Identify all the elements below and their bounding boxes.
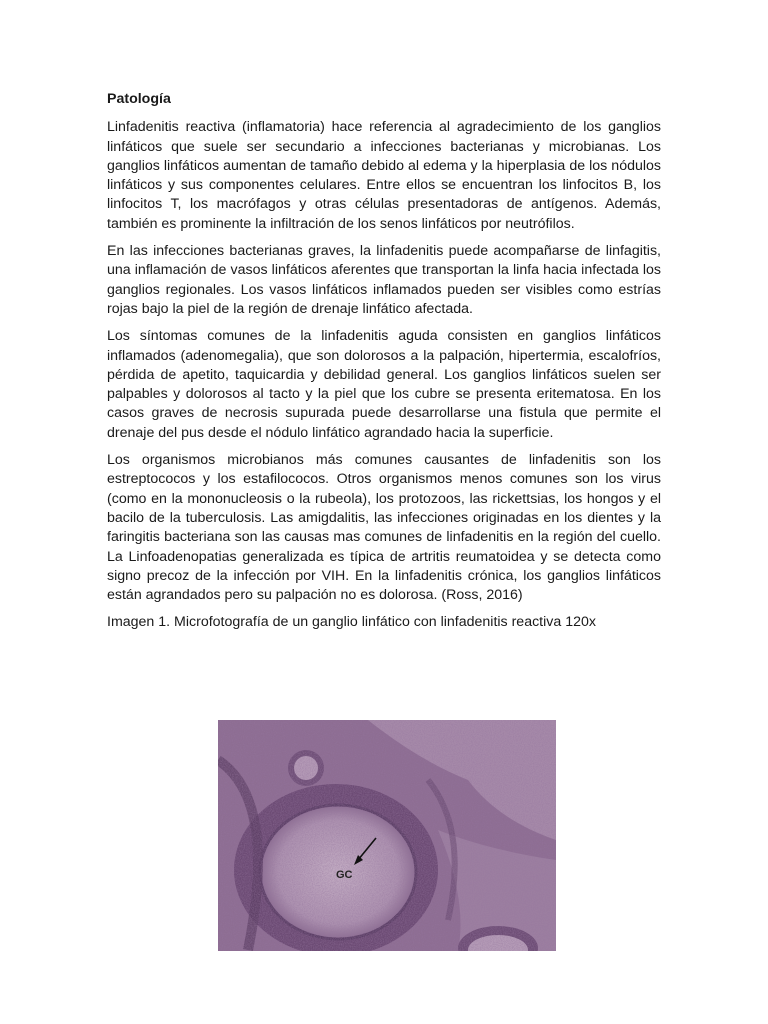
- paragraph-4: Los organismos microbianos más comunes causantes de linfadenitis son los estreptococos y los estafilococos. Otros organismos menos comunes son los virus (como en la mononucleosis o la rubeola), los protozoos, las rickettsias, los hongos y el bacilo de la tuberculosis. Las amigdalitis, las infecciones originadas en los dientes y la faringitis bacteriana son las causas mas comunes de linfadenitis en la región del cuello. La Linfoadenopatias generalizada es típica de artritis reumatoidea y se detecta como signo precoz de la infección por VIH. En la linfadenitis crónica, los ganglios linfáticos están agrandados pero su palpación no es dolorosa. (Ross, 2016): [107, 452, 661, 604]
- paragraph-2: En las infecciones bacterianas graves, la linfadenitis puede acompañarse de linfagitis, una inflamación de vasos linfáticos aferentes que transportan la linfa hacia infectada los ganglios regionales. Los vasos linfáticos inflamados pueden ser visibles como estrías rojas bajo la piel de la región de drenaje linfático afectada.: [107, 243, 661, 317]
- figure-label: GC: [336, 869, 353, 881]
- paragraph-1: Linfadenitis reactiva (inflamatoria) hace referencia al agradecimiento de los ganglios linfáticos que suele ser secundario a infecciones bacterianas y microbianas. Los ganglios linfáticos aumentan de tamaño debido al edema y la hiperplasia de los nódulos linfáticos y sus componentes celulares. Entre ellos se encuentran los linfocitos B, los linfocitos T, los macrófagos y otras células presentadoras de antígenos. Además, también es prominente la infiltración de los senos linfáticos por neutrófilos.: [107, 119, 661, 232]
- micrograph-svg: [218, 720, 556, 951]
- micrograph-image: [218, 720, 556, 951]
- paragraph-3: Los síntomas comunes de la linfadenitis aguda consisten en ganglios linfáticos inflamados (adenomegalia), que son dolorosos a la palpación, hipertermia, escalofríos, pérdida de apetito, taquicardia y debilidad general. Los ganglios linfáticos suelen ser palpables y dolorosos al tacto y la piel que los cubre se presenta eritematosa. En los casos graves de necrosis supurada puede desarrollarse una fistula que permite el drenaje del pus desde el nódulo linfático agrandado hacia la superficie.: [107, 328, 661, 441]
- section-heading: Patología: [107, 91, 171, 107]
- figure-caption: Imagen 1. Microfotografía de un ganglio linfático con linfadenitis reactiva 120x: [107, 614, 596, 631]
- document-body: [107, 90, 661, 633]
